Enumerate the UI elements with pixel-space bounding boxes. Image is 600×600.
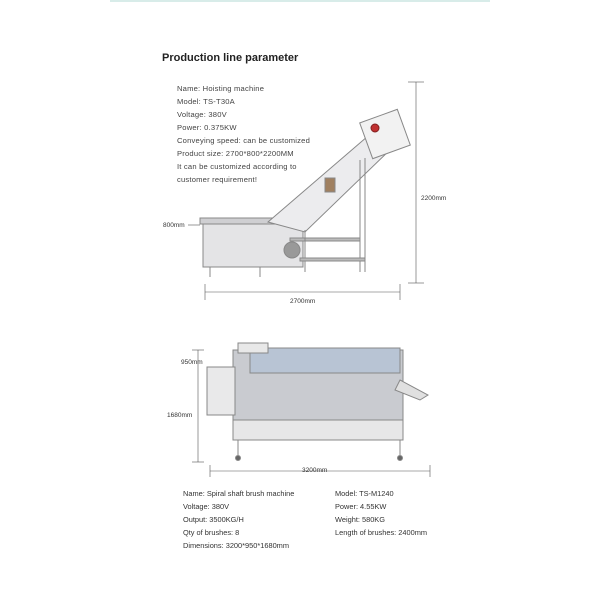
spec-line: Length of brushes: 2400mm — [335, 528, 428, 537]
spec-line: Output: 3500KG/H — [183, 515, 244, 524]
dimension-label-height: 1680mm — [167, 412, 193, 419]
spec-line: Model: TS-M1240 — [335, 489, 394, 498]
hoisting-machine-image — [200, 109, 410, 277]
spec-line: Voltage: 380V — [177, 110, 227, 119]
spec-line: Name: Hoisting machine — [177, 84, 265, 93]
spec-line: It can be customized according to — [177, 162, 297, 171]
dimension-label-length: 3200mm — [302, 467, 328, 474]
spec-line: Product size: 2700*800*2200MM — [177, 149, 294, 158]
brush-machine-image — [207, 343, 428, 461]
spec-line: Model: TS-T30A — [177, 97, 235, 106]
spec-line: Voltage: 380V — [183, 502, 230, 511]
page-title: Production line parameter — [162, 52, 299, 64]
spec-line: Weight: 580KG — [335, 515, 385, 524]
spec-line: customer requirement! — [177, 175, 258, 184]
dimension-label-length: 2700mm — [290, 298, 316, 305]
spec-line: Dimensions: 3200*950*1680mm — [183, 541, 289, 550]
dimension-label-height: 2200mm — [421, 195, 447, 202]
spec-line: Power: 0.375KW — [177, 123, 237, 132]
dimension-label-width: 950mm — [181, 359, 203, 366]
spec-line: Qty of brushes: 8 — [183, 528, 240, 537]
spec-line: Power: 4.55KW — [335, 502, 387, 511]
spec-line: Conveying speed: can be customized — [177, 136, 311, 145]
dimension-label-width: 800mm — [163, 222, 185, 229]
spec-line: Name: Spiral shaft brush machine — [183, 489, 295, 498]
